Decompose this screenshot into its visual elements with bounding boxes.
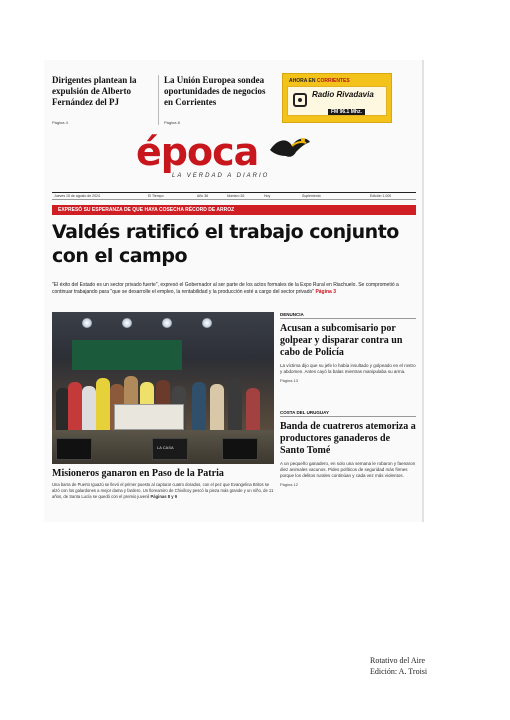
lead-text: "El éxito del Estado es un sector privado fuerte", expresó el Gobernador al ser parte de los actos formales de la Expo Rural en Riachuelo. Se comprometió a continuar trabajando para "que se desarrolle el empleo, la rentabilidad y la producción esté a cargo del sector privado": [52, 282, 399, 295]
logo-text: época: [136, 130, 259, 174]
side-headline: Acusan a subcomisario por golpear y disparar contra un cabo de Policía: [280, 323, 403, 358]
teaser-divider: [158, 75, 159, 125]
teaser-page: Página 4: [52, 120, 68, 125]
person: [210, 384, 224, 432]
main-headline[interactable]: Valdés ratificó el trabajo conjunto con el campo: [52, 221, 399, 267]
photo-body: Una barra de Puerto Iguazú se llevó el primer puesto al capturar cuatro dorados, con el pez que Evangelina Britos se alzó con los galardones a mejor dama y fardero. Un lloreamiro de Chivilcoy pescó la pieza más grande y un niño, de 11 años, de Santa Lucía se quedó con el premio juvenil: [52, 482, 274, 499]
speaker: [56, 438, 92, 460]
ad-top-place: CORRIENTES: [316, 78, 350, 84]
radio-icon: [293, 93, 307, 107]
ad-inner: [287, 86, 387, 116]
person: [246, 388, 260, 432]
newspaper-front-page: [44, 60, 424, 522]
masthead-tagline: LA VERDAD A DIARIO: [172, 173, 270, 179]
dateline-item: Hoy: [264, 194, 271, 198]
section-label: DENUNCIA: [280, 312, 416, 319]
photo-banner: [114, 404, 184, 430]
person: [192, 382, 206, 432]
photo-page: Páginas 8 y 9: [150, 494, 178, 499]
side-page: Página 12: [280, 482, 299, 487]
side-text: A un pequeño ganadero, en solo una semana le robaron y faenaron diez animales vacunos. Pides políticos de seguridad más firmes porque los delitos rurales continúan y cada vez más violentos.: [280, 461, 416, 478]
photo-headline[interactable]: Misioneros ganaron en Paso de la Patria: [52, 468, 224, 479]
main-photo[interactable]: [52, 312, 274, 464]
dateline-date: Jueves 15 de agosto de 2024: [54, 194, 100, 198]
person: [228, 378, 242, 432]
ad-station-name: Radio Rivadavia: [312, 90, 374, 99]
speaker-label: LA CASA: [157, 445, 174, 450]
side-page: Página 13: [280, 378, 299, 383]
lead-page: Página 3: [315, 288, 337, 295]
dateline-item: Año 36: [197, 194, 209, 198]
ad-top-prefix: AHORA EN: [289, 78, 316, 84]
radio-ad[interactable]: [282, 73, 392, 123]
sidebar-story-1[interactable]: [280, 312, 416, 383]
stage-light: [162, 318, 172, 328]
photo-text: [52, 482, 274, 500]
dateline-bar: [52, 192, 416, 200]
kicker-bar: [52, 205, 416, 215]
kicker-text: EXPRESÓ SU ESPERANZA DE QUE HAYA COSECHA RÉCORD DE ARROZ: [58, 207, 235, 213]
masthead-logo[interactable]: [136, 132, 316, 178]
teaser-headline: La Unión Europea sondea oportunidades de negocios en Corrientes: [164, 75, 266, 107]
speaker: [222, 438, 258, 460]
teaser-1[interactable]: [52, 75, 156, 125]
credit-line-1: Rotativo del Aire: [370, 656, 426, 665]
teaser-2[interactable]: [164, 75, 276, 125]
person: [96, 378, 110, 432]
section-label: COSTA DEL URUGUAY: [280, 410, 416, 417]
dateline-item: El Tiempo: [148, 194, 164, 198]
teaser-headline: Dirigentes plantean la expulsión de Alberto Fernández del PJ: [52, 75, 137, 107]
side-headline: Banda de cuatreros atemoriza a productores ganaderos de Santo Tomé: [280, 421, 416, 456]
dateline-item: Edición 1.000: [370, 194, 392, 198]
stage-light: [202, 318, 212, 328]
stage-light: [82, 318, 92, 328]
dateline-item: Número 26: [227, 194, 245, 198]
dateline-item: Suplemento: [302, 194, 321, 198]
lead-paragraph: [52, 282, 416, 295]
bird-icon: [268, 136, 312, 160]
stage-light: [122, 318, 132, 328]
speaker: [152, 438, 188, 460]
credit-line-2: Edición: A. Troisi: [370, 667, 428, 676]
stage-backdrop: [72, 340, 182, 370]
person: [68, 382, 82, 432]
edition-credit: [370, 655, 427, 677]
ad-frequency: FM 96.1 Mhz.: [328, 109, 365, 115]
sidebar-story-2[interactable]: [280, 410, 416, 487]
side-text: La víctima dijo que su jefe lo había insultado y golpeado en el rostro y abdomen. Antes cayó la balas mientras manipulaba su arma.: [280, 363, 416, 374]
person: [82, 386, 96, 432]
ad-top-line: [289, 78, 350, 84]
teaser-page: Página 8: [164, 120, 180, 125]
